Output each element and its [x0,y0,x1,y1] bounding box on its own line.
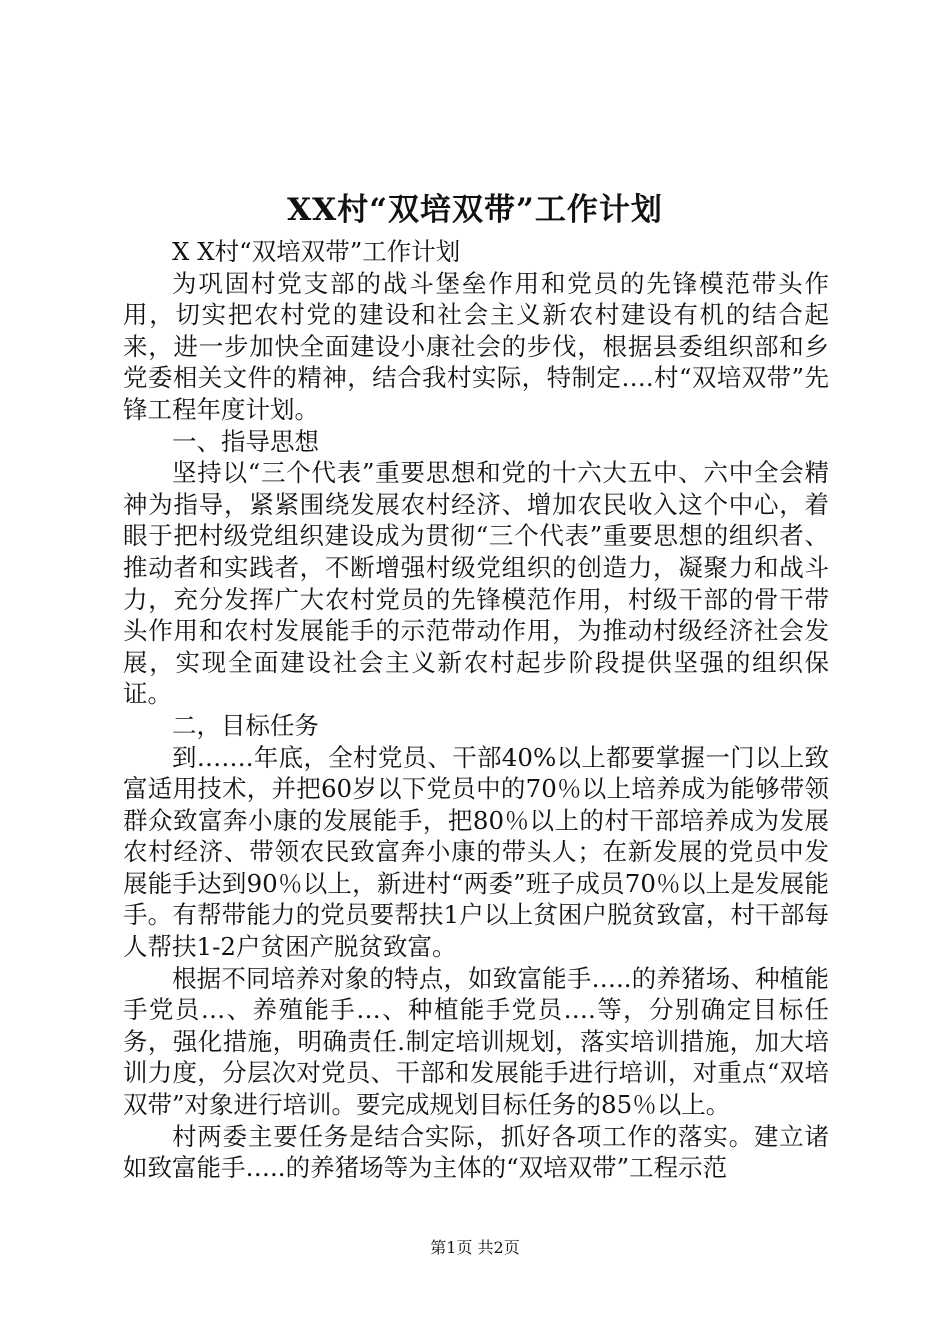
guiding-ideology-paragraph: 坚持以“三个代表”重要思想和党的十六大五中、六中全会精神为指导，紧紧围绕发展农村经济、增加农民收入这个中心，着眼于把村级党组织建设成为贯彻“三个代表”重要思想的组织者、推动者和实践者，不断增强村级党组织的创造力，凝聚力和战斗力，充分发挥广大农村党员的先锋模范作用，村级干部的骨干带头作用和农村发展能手的示范带动作用，为推动村级经济社会发展，实现全面建设社会主义新农村起步阶段提供坚强的组织保证。 [123,458,829,709]
page-footer: 第1页 共2页 [430,1238,520,1257]
village-committee-paragraph: 村两委主要任务是结合实际，抓好各项工作的落实。建立诸如致富能手…..的养猪场等为主体的“双培双带”工程示范 [123,1121,829,1183]
goals-paragraph: 到…….年底，全村党员、干部40%以上都要掌握一门以上致富适用技术，并把60岁以下党员中的70％以上培养成为能够带领群众致富奔小康的发展能手，把80％以上的村干部培养成为发展农村经济、带领农民致富奔小康的带头人；在新发展的党员中发展能手达到90％以上，新进村“两委”班子成员70％以上是发展能手。有帮带能力的党员要帮扶1户以上贫困户脱贫致富，村干部每人帮扶1-2户贫困产脱贫致富。 [123,742,829,962]
document-body [123,236,829,1184]
subtitle-paragraph: X X村“双培双带”工作计划 [172,237,461,266]
section-heading-guiding-ideology: 一、指导思想 [172,426,319,456]
document-title: XX村“双培双带”工作计划 [287,192,663,228]
intro-paragraph: 为巩固村党支部的战斗堡垒作用和党员的先锋模范带头作用，切实把农村党的建设和社会主义新农村建设有机的结合起来，进一步加快全面建设小康社会的步伐，根据县委组织部和乡党委相关文件的精神，结合我村实际，特制定….村“双培双带”先锋工程年度计划。 [123,268,829,424]
training-paragraph: 根据不同培养对象的特点，如致富能手…..的养猪场、种植能手党员…、养殖能手…、种植能手党员….等，分别确定目标任务，强化措施，明确责任.制定培训规划，落实培训措施，加大培训力度，分层次对党员、干部和发展能手进行培训，对重点“双培双带”对象进行培训。要完成规划目标任务的85％以上。 [123,963,829,1120]
section-heading-goals: 二，目标任务 [172,710,319,740]
